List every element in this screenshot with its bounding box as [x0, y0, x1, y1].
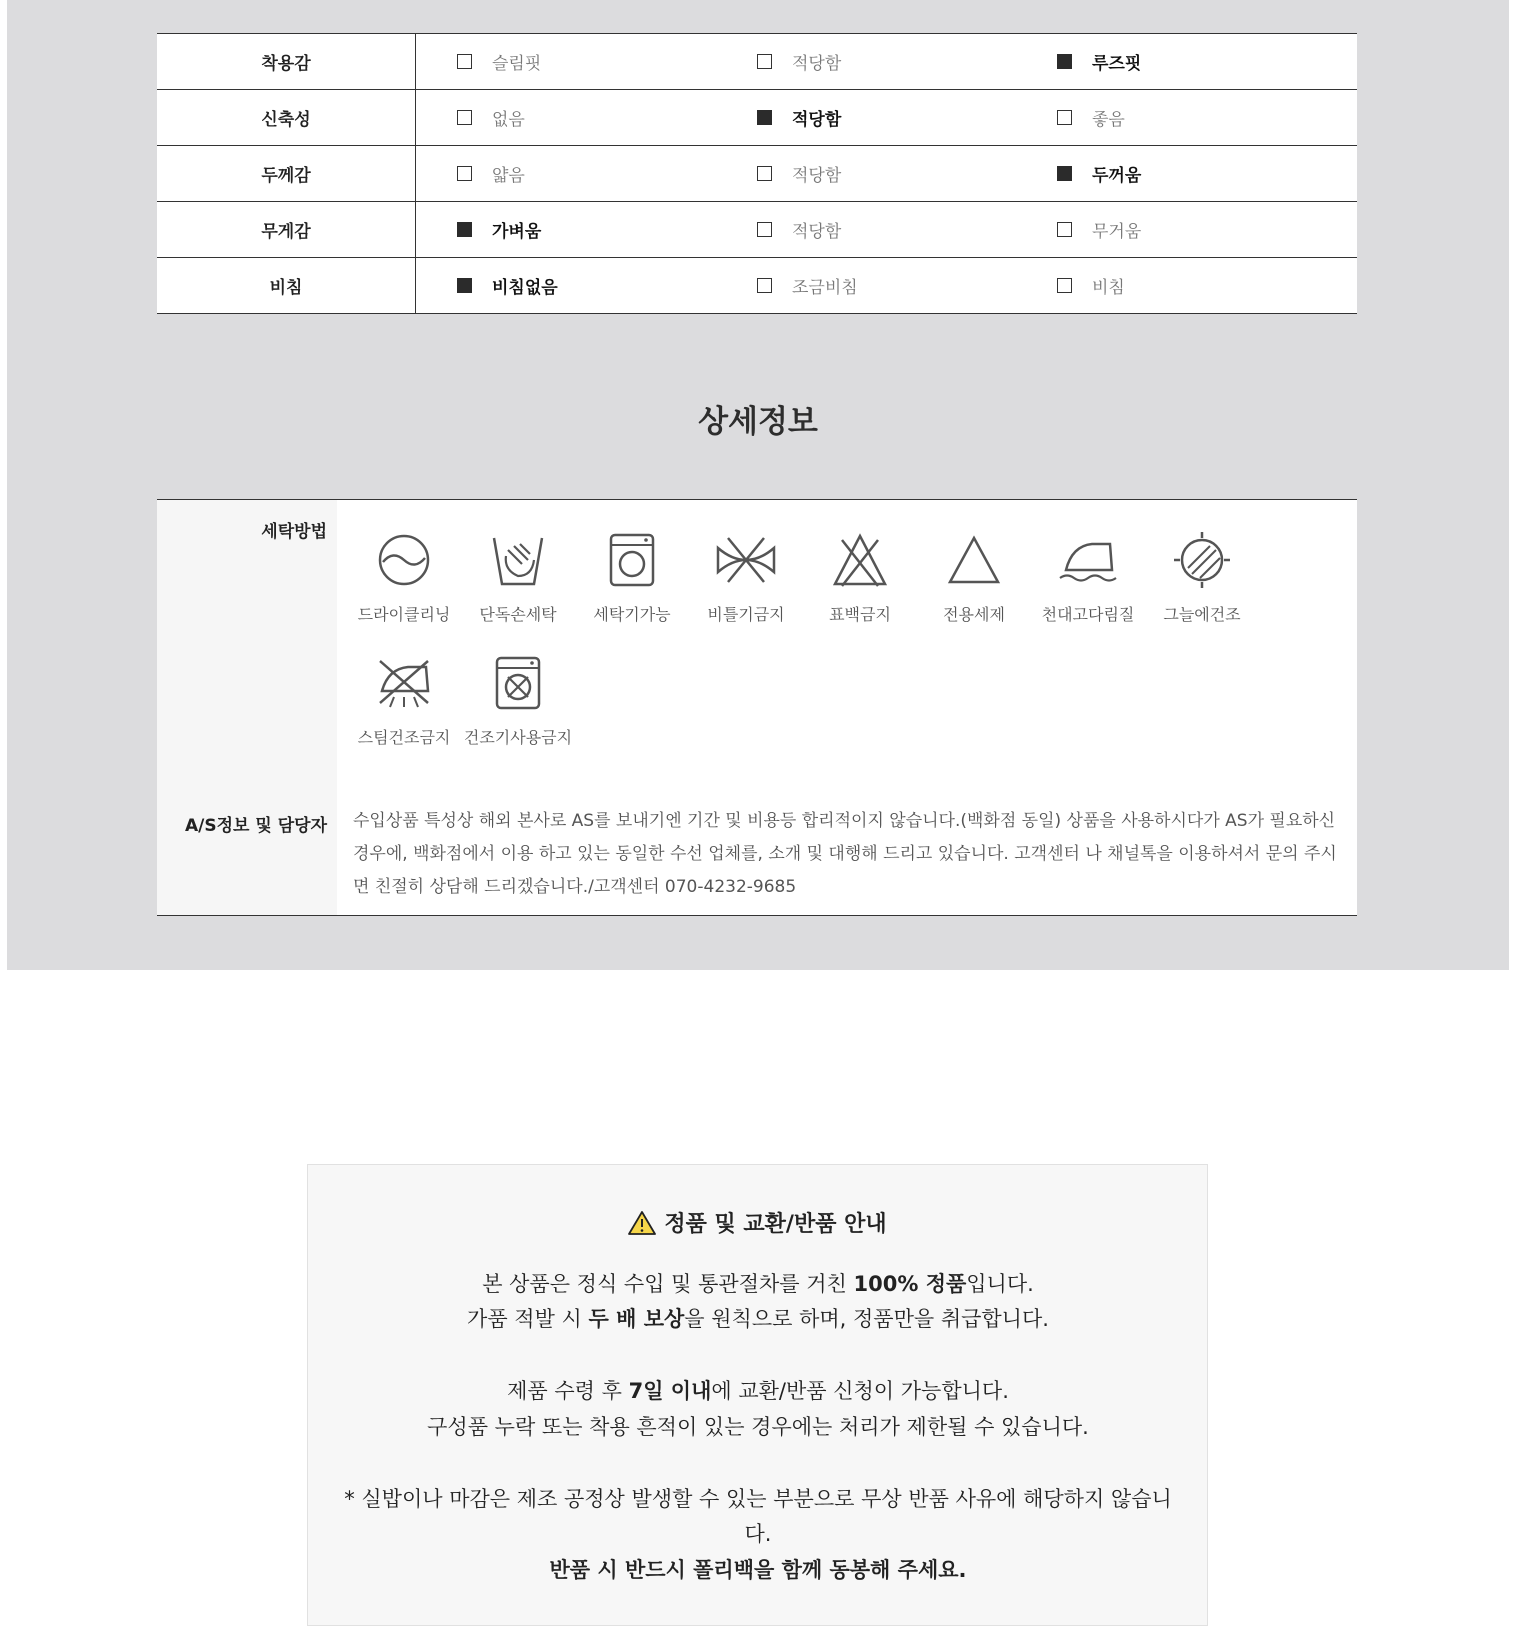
- notice-box: [307, 1164, 1208, 1626]
- detail-label-column: [157, 500, 337, 915]
- fit-options-cell: [416, 34, 1358, 90]
- wash-item: [347, 530, 461, 625]
- fit-option-label: 얇음: [492, 166, 525, 186]
- notice-text: 제품 수령 후: [507, 1379, 629, 1403]
- notice-title-text: 정품 및 교환/반품 안내: [664, 1212, 887, 1237]
- fit-options-cell: [416, 202, 1358, 258]
- fit-option: [757, 217, 1057, 242]
- checked-box-icon: [1057, 54, 1072, 69]
- checked-box-icon: [457, 278, 472, 293]
- hand-wash-icon: [488, 530, 548, 590]
- notice-text: 에 교환/반품 신청이 가능합니다.: [711, 1379, 1009, 1403]
- checked-box-icon: [457, 222, 472, 237]
- wash-item-label: 단독손세탁: [479, 605, 557, 624]
- notice-title: [308, 1207, 1207, 1238]
- checked-box-icon: [757, 110, 772, 125]
- wash-item-label: 표백금지: [829, 605, 891, 624]
- notice-line: [338, 1303, 1178, 1333]
- fit-options: [416, 146, 1357, 201]
- unchecked-box-icon: [757, 54, 772, 69]
- unchecked-box-icon: [1057, 278, 1072, 293]
- fit-option: [457, 105, 757, 130]
- notice-line: 반품 시 반드시 폴리백을 함께 동봉해 주세요.: [549, 1558, 967, 1582]
- notice-text: 입니다.: [966, 1272, 1034, 1296]
- notice-emphasis: 7일 이내: [628, 1379, 712, 1403]
- wash-item-label: 세탁기가능: [593, 605, 671, 624]
- wash-item: [803, 530, 917, 625]
- fit-option-label: 두꺼움: [1092, 166, 1142, 186]
- fit-row-label: 착용감: [157, 34, 416, 90]
- wash-item: [347, 653, 461, 748]
- fit-option: [1057, 217, 1357, 242]
- iron-with-cloth-icon: [1058, 530, 1118, 590]
- fit-option-label: 적당함: [792, 166, 842, 186]
- fit-option-label: 슬림핏: [492, 54, 542, 74]
- fit-option: [457, 161, 757, 186]
- wash-item: [689, 530, 803, 625]
- unchecked-box-icon: [757, 278, 772, 293]
- wash-item-label: 비틀기금지: [707, 605, 785, 624]
- no-tumble-dry-icon: [488, 653, 548, 713]
- wash-item: [917, 530, 1031, 625]
- section-title: 상세정보: [698, 404, 818, 440]
- fit-option: [757, 161, 1057, 186]
- unchecked-box-icon: [457, 110, 472, 125]
- fit-option: [1057, 105, 1357, 130]
- fit-option-label: 비침: [1092, 278, 1125, 298]
- fit-options: [416, 90, 1357, 145]
- fit-options-cell: [416, 90, 1358, 146]
- fit-option-label: 무거움: [1092, 222, 1142, 242]
- fit-option-label: 루즈핏: [1092, 54, 1142, 74]
- fit-option-label: 적당함: [792, 110, 842, 130]
- no-steam-icon: [374, 653, 434, 713]
- fit-options-cell: [416, 146, 1358, 202]
- fit-option-label: 가벼움: [492, 222, 542, 242]
- fit-options-cell: [416, 258, 1358, 314]
- fit-options: [416, 258, 1357, 313]
- as-info-text: 수입상품 특성상 해외 본사로 AS를 보내기엔 기간 및 비용등 합리적이지 않습니다.(백화점 동일) 상품을 사용하시다가 AS가 필요하신 경우에, 백화점에서 이용 하고 있는 동일한 수선 업체를, 소개 및 대행해 드리고 있습니다. 고객센터 나 채널톡을 이용하셔서 문의 주시면 친절히 상담해 드리겠습니다./고객센터 070-4232-9685: [353, 811, 1337, 897]
- no-wring-icon: [716, 530, 776, 590]
- fit-row: [157, 202, 1357, 258]
- fit-row-label: 무게감: [157, 202, 416, 258]
- wash-item-label: 그늘에건조: [1163, 605, 1241, 624]
- fit-table: [157, 33, 1357, 314]
- wash-item: [461, 530, 575, 625]
- as-label: A/S정보 및 담당자: [185, 816, 327, 836]
- unchecked-box-icon: [757, 166, 772, 181]
- fit-option: [457, 217, 757, 242]
- washing-machine-icon: [602, 530, 662, 590]
- fit-option-label: 비침없음: [492, 278, 558, 298]
- notice-emphasis: 100% 정품: [853, 1272, 967, 1296]
- fit-option-label: 없음: [492, 110, 525, 130]
- notice-line: * 실밥이나 마감은 제조 공정상 발생할 수 있는 부분으로 무상 반품 사유에 해당하지 않습니: [344, 1487, 1172, 1511]
- notice-line: 구성품 누락 또는 착용 흔적이 있는 경우에는 처리가 제한될 수 있습니다.: [427, 1415, 1089, 1439]
- fit-row-label: 신축성: [157, 90, 416, 146]
- notice-line: [338, 1375, 1178, 1405]
- fit-option-label: 조금비침: [792, 278, 858, 298]
- fit-option: [757, 273, 1057, 298]
- fit-option: [1057, 273, 1357, 298]
- dry-cleaning-icon: [374, 530, 434, 590]
- no-bleach-icon: [830, 530, 890, 590]
- wash-item-label: 건조기사용금지: [463, 728, 573, 747]
- fit-row-label: 두께감: [157, 146, 416, 202]
- unchecked-box-icon: [757, 222, 772, 237]
- wash-item: [575, 530, 689, 625]
- shade-dry-icon: [1172, 530, 1232, 590]
- checked-box-icon: [1057, 166, 1072, 181]
- notice-line: [338, 1268, 1178, 1298]
- notice-text: 본 상품은 정식 수입 및 통관절차를 거친: [482, 1272, 854, 1296]
- fit-option: [1057, 161, 1357, 186]
- unchecked-box-icon: [1057, 110, 1072, 125]
- notice-line: 다.: [744, 1522, 772, 1546]
- fit-options: [416, 202, 1357, 257]
- wash-item-label: 천대고다림질: [1041, 605, 1135, 624]
- fit-row: [157, 90, 1357, 146]
- fit-row: [157, 258, 1357, 314]
- wash-item: [461, 653, 575, 748]
- wash-item-label: 드라이클리닝: [357, 605, 451, 624]
- notice-text: 가품 적발 시: [467, 1307, 589, 1331]
- fit-row-label: 비침: [157, 258, 416, 314]
- fit-option: [457, 273, 757, 298]
- unchecked-box-icon: [457, 166, 472, 181]
- fit-option-label: 적당함: [792, 222, 842, 242]
- fit-option: [757, 49, 1057, 74]
- unchecked-box-icon: [457, 54, 472, 69]
- detergent-icon: [944, 530, 1004, 590]
- fit-row: [157, 146, 1357, 202]
- detail-table: [157, 499, 1357, 916]
- warning-icon: [628, 1210, 656, 1236]
- wash-item: [1031, 530, 1145, 625]
- notice-text: 을 원칙으로 하며, 정품만을 취급합니다.: [684, 1307, 1049, 1331]
- fit-option: [457, 49, 757, 74]
- fit-option-label: 적당함: [792, 54, 842, 74]
- notice-emphasis: 두 배 보상: [588, 1307, 685, 1331]
- fit-option: [1057, 49, 1357, 74]
- fit-row: [157, 34, 1357, 90]
- wash-item: [1145, 530, 1259, 625]
- fit-option-label: 좋음: [1092, 110, 1125, 130]
- wash-item-label: 스팀건조금지: [357, 728, 451, 747]
- wash-label: 세탁방법: [261, 522, 327, 542]
- fit-option: [757, 105, 1057, 130]
- fit-options: [416, 34, 1357, 89]
- wash-item-label: 전용세제: [943, 605, 1005, 624]
- unchecked-box-icon: [1057, 222, 1072, 237]
